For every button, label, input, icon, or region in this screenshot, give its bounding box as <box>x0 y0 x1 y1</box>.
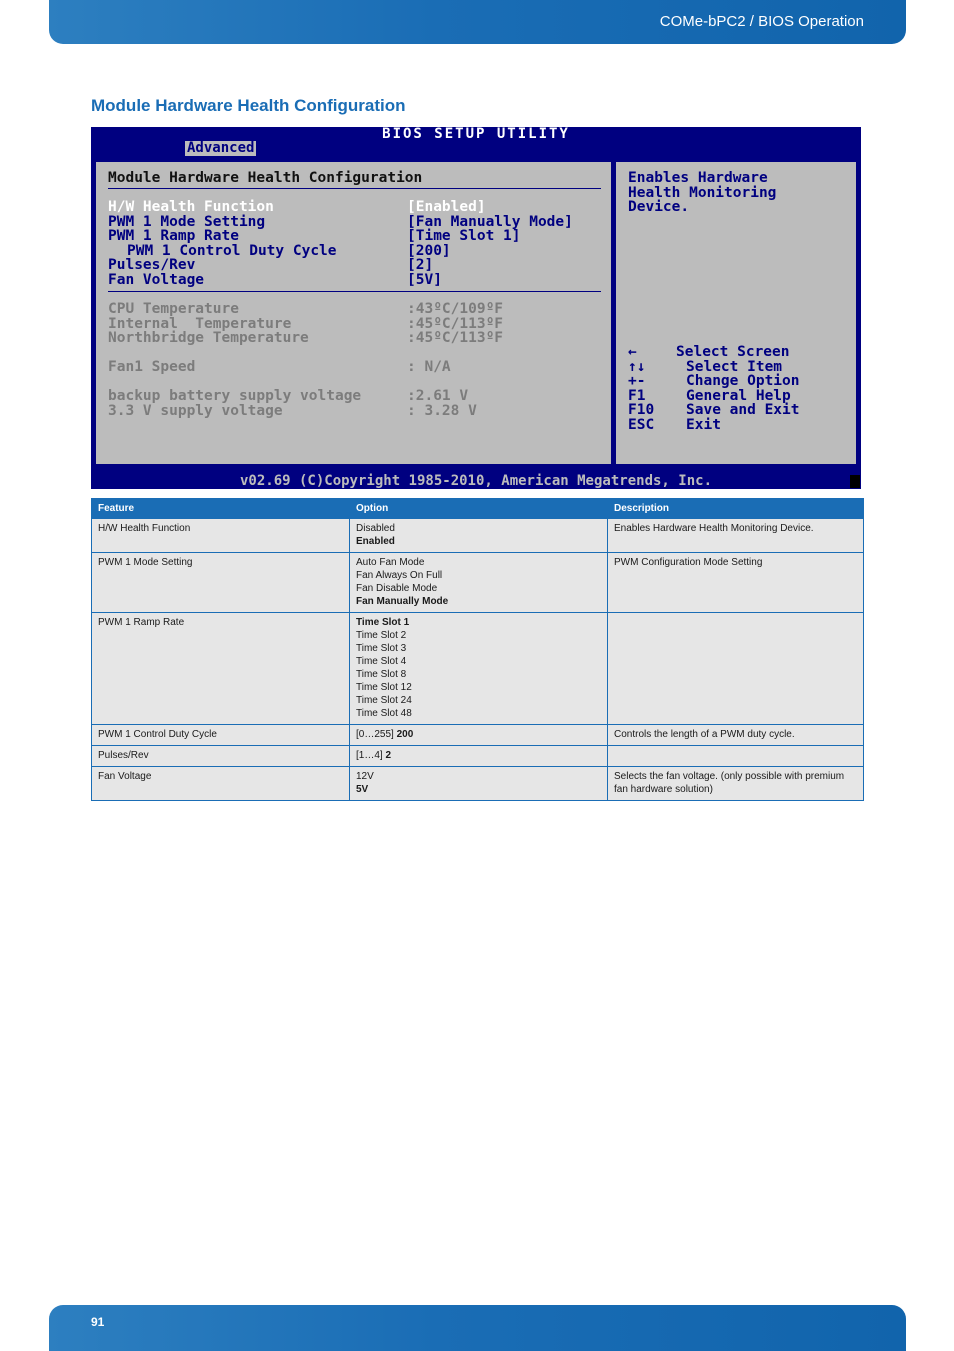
option-range: [1…4] <box>356 750 383 761</box>
table-row <box>92 725 864 746</box>
option-value-default: 200 <box>396 729 414 740</box>
bios-reading-label-northbridge-temp: Northbridge Temperature <box>108 330 309 346</box>
bios-title: BIOS SETUP UTILITY <box>382 126 570 142</box>
bios-item-label-duty-cycle[interactable]: PWM 1 Control Duty Cycle <box>127 242 337 259</box>
feature-cell: PWM 1 Control Duty Cycle <box>92 725 350 746</box>
bios-item-value-pwm-mode[interactable]: [Fan Manually Mode] <box>407 213 573 230</box>
bios-options-table <box>91 498 864 801</box>
bios-item-label-pulses[interactable]: Pulses/Rev <box>108 257 196 273</box>
feature-cell: PWM 1 Ramp Rate <box>92 613 350 725</box>
bios-key-action: Select Screen <box>676 344 790 360</box>
table-row <box>92 519 864 553</box>
header-band <box>49 0 906 44</box>
option-cell <box>350 519 608 553</box>
description-cell: Controls the length of a PWM duty cycle. <box>608 725 864 746</box>
bios-item-label-ramp-rate[interactable]: PWM 1 Ramp Rate <box>108 228 239 244</box>
bios-item-value-fan-voltage[interactable]: [5V] <box>407 271 442 288</box>
bios-settings-panel <box>94 160 613 466</box>
bios-divider <box>108 188 601 189</box>
option-value: Fan Disable Mode <box>356 583 438 594</box>
bios-reading-label-internal-temp: Internal Temperature <box>108 315 292 332</box>
bios-reading-label-battery-voltage: backup battery supply voltage <box>108 388 362 404</box>
bios-reading-value-cpu-temp: :43ºC/109ºF <box>407 301 504 317</box>
bios-item-value-ramp-rate[interactable]: [Time Slot 1] <box>407 228 521 244</box>
bios-item-label-fan-voltage[interactable]: Fan Voltage <box>108 271 205 288</box>
bios-key-action: Select Item <box>686 358 783 375</box>
bios-item-value-duty-cycle[interactable]: [200] <box>407 242 451 259</box>
tab-advanced[interactable]: Advanced <box>187 140 255 156</box>
option-value: Time Slot 12 <box>356 682 412 693</box>
column-header-description: Description <box>608 499 864 519</box>
feature-cell: Fan Voltage <box>92 767 350 801</box>
bios-help-line: Device. <box>628 199 690 215</box>
left-arrow-icon: ← <box>628 344 637 360</box>
bios-item-label-hw-health[interactable]: H/W Health Function <box>108 199 274 215</box>
column-header-feature: Feature <box>92 499 350 519</box>
bios-key-plus-minus: +- <box>628 373 646 389</box>
bios-key-f10: F10 <box>628 402 655 418</box>
footer-band <box>49 1305 906 1351</box>
bios-item-label-pwm-mode[interactable]: PWM 1 Mode Setting <box>108 213 266 230</box>
bios-title-bar <box>91 127 861 157</box>
bios-footer <box>91 473 861 489</box>
option-value: 12V <box>356 771 374 782</box>
bios-help-line: Enables Hardware <box>628 170 768 186</box>
bios-body <box>91 157 861 473</box>
option-value-default: 2 <box>385 750 392 761</box>
table-row <box>92 613 864 725</box>
option-value-default: Time Slot 1 <box>356 617 410 628</box>
description-cell: PWM Configuration Mode Setting <box>608 553 864 613</box>
bios-key-f1: F1 <box>628 387 646 404</box>
description-cell: Enables Hardware Health Monitoring Device. <box>608 519 864 553</box>
option-cell <box>350 746 608 767</box>
option-value: Time Slot 3 <box>356 643 407 654</box>
option-value: Time Slot 24 <box>356 695 412 706</box>
option-value-default: Enabled <box>356 536 395 547</box>
table-header-row <box>92 499 864 519</box>
bios-help-line: Health Monitoring <box>628 184 777 201</box>
bios-key-esc: ESC <box>628 416 655 433</box>
bios-reading-value-battery-voltage: :2.61 V <box>407 388 469 404</box>
bios-key-action: General Help <box>686 387 791 404</box>
bios-divider <box>108 291 601 292</box>
table-row <box>92 767 864 801</box>
table-row <box>92 746 864 767</box>
option-value-default: Fan Manually Mode <box>356 596 449 607</box>
option-value: Time Slot 48 <box>356 708 412 719</box>
document-header-title: COMe-bPC2 / BIOS Operation <box>659 13 864 30</box>
option-cell <box>350 725 608 746</box>
option-value-default: 5V <box>356 784 369 795</box>
bios-key-action: Change Option <box>686 373 800 389</box>
bios-reading-value-fan1-speed: : N/A <box>407 359 451 375</box>
option-value: Auto Fan Mode <box>356 557 425 568</box>
option-value: Disabled <box>356 523 395 534</box>
section-heading: Module Hardware Health Configuration <box>91 96 406 115</box>
bios-key-action: Exit <box>686 416 721 433</box>
description-cell <box>608 746 864 767</box>
bios-reading-label-3v3-voltage: 3.3 V supply voltage <box>108 402 283 419</box>
option-value: Fan Always On Full <box>356 570 443 581</box>
bios-cursor <box>850 475 860 488</box>
option-value: Time Slot 8 <box>356 669 407 680</box>
description-cell <box>608 613 864 725</box>
bios-help-panel <box>614 160 858 466</box>
bios-item-value-pulses[interactable]: [2] <box>407 257 434 273</box>
bios-reading-value-northbridge-temp: :45ºC/113ºF <box>407 330 504 346</box>
option-cell <box>350 613 608 725</box>
column-header-option: Option <box>350 499 608 519</box>
bios-copyright: v02.69 (C)Copyright 1985-2010, American Megatrends, Inc. <box>239 473 712 489</box>
bios-key-action: Save and Exit <box>686 402 800 418</box>
option-value: Time Slot 2 <box>356 630 407 641</box>
bios-reading-label-cpu-temp: CPU Temperature <box>108 301 239 317</box>
bios-screen <box>91 127 861 489</box>
bios-item-value-hw-health[interactable]: [Enabled] <box>407 199 486 215</box>
table-row <box>92 553 864 613</box>
bios-reading-value-internal-temp: :45ºC/113ºF <box>407 315 504 332</box>
option-value: Time Slot 4 <box>356 656 407 667</box>
up-down-arrow-icon: ↑↓ <box>628 358 646 375</box>
option-cell <box>350 553 608 613</box>
feature-cell: H/W Health Function <box>92 519 350 553</box>
option-range: [0…255] <box>356 729 394 740</box>
bios-reading-value-3v3-voltage: : 3.28 V <box>407 402 477 419</box>
bios-reading-label-fan1-speed: Fan1 Speed <box>108 359 196 375</box>
feature-cell: PWM 1 Mode Setting <box>92 553 350 613</box>
page-number: 91 <box>91 1315 105 1329</box>
description-cell: Selects the fan voltage. (only possible with premium fan hardware solution) <box>608 767 864 801</box>
option-cell <box>350 767 608 801</box>
bios-panel-title: Module Hardware Health Configuration <box>108 170 423 186</box>
feature-cell: Pulses/Rev <box>92 746 350 767</box>
